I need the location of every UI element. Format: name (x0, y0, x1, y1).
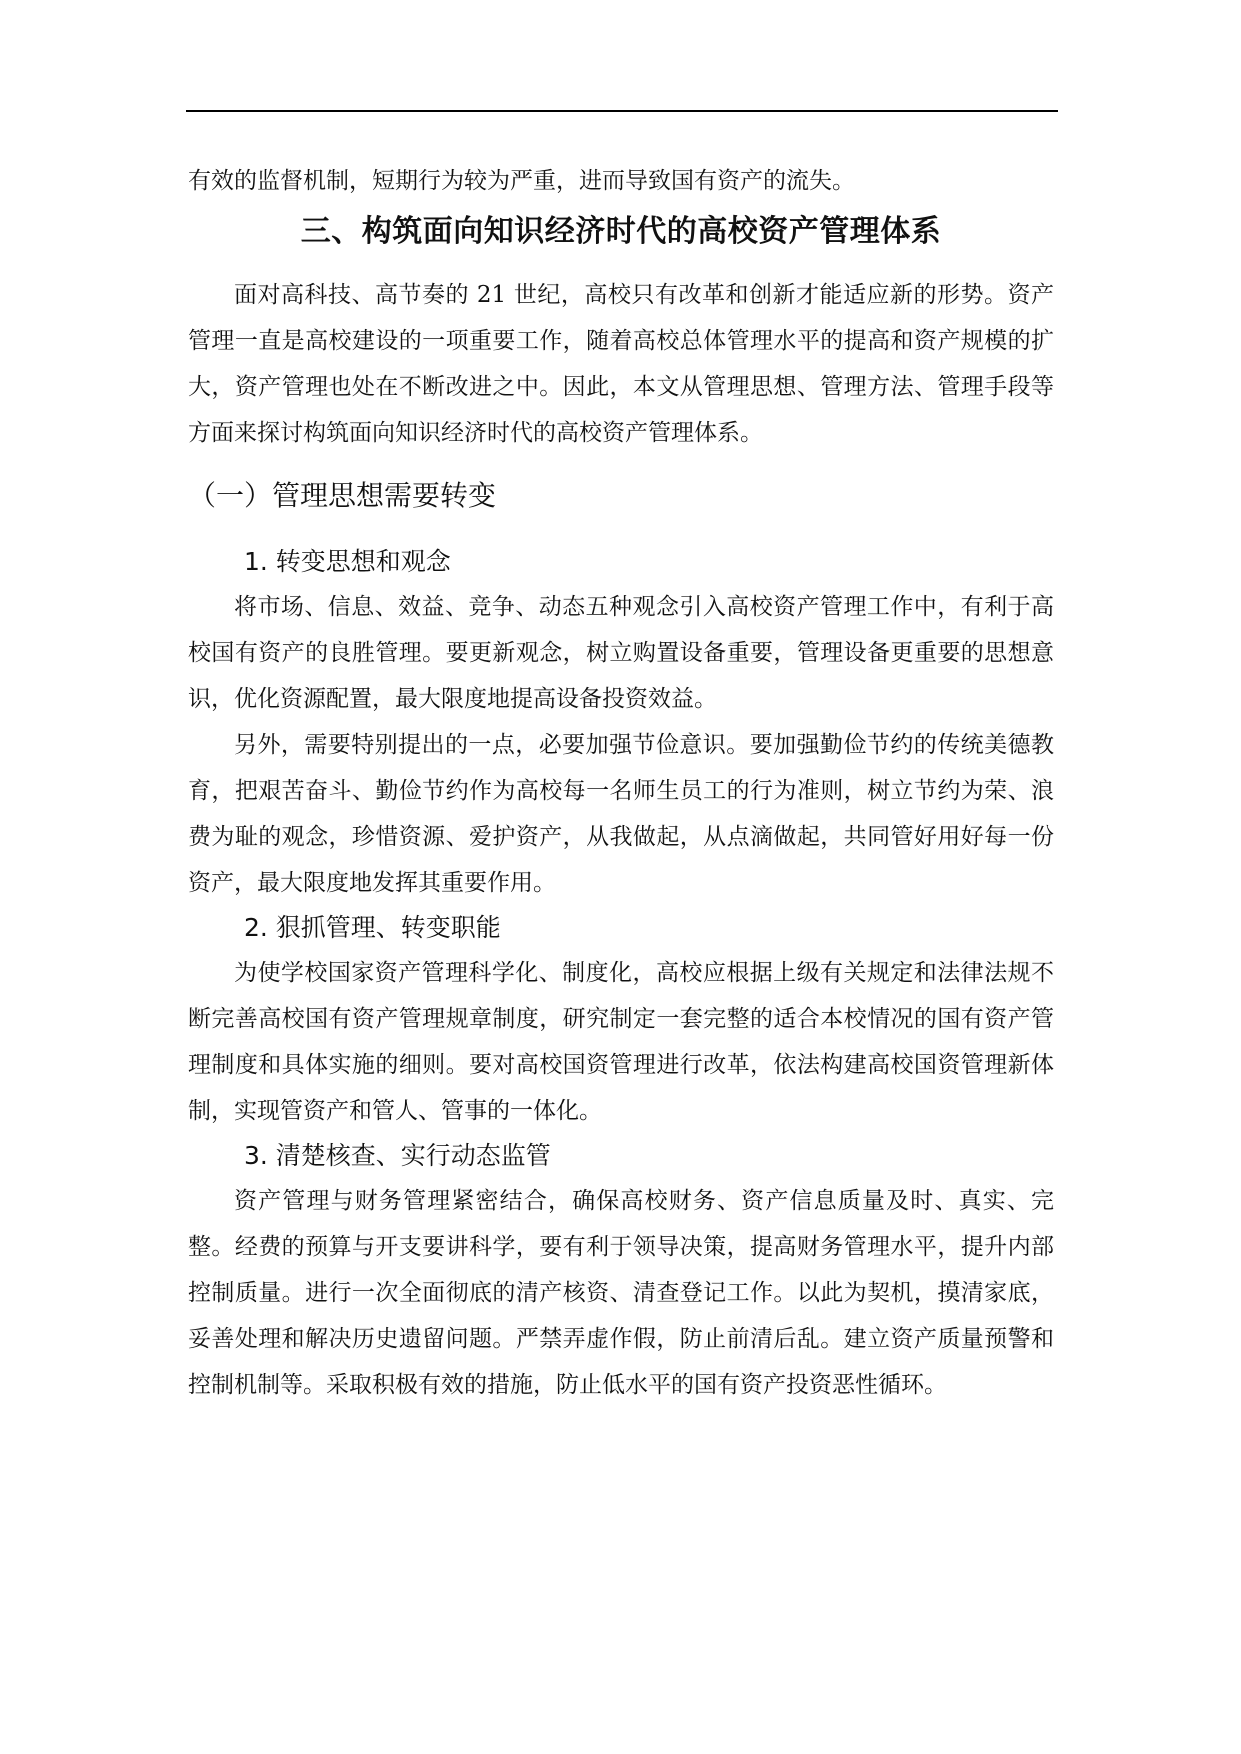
document-body (188, 158, 1054, 1408)
lead-paragraph: 有效的监督机制，短期行为较为严重，进而导致国有资产的流失。 (188, 168, 855, 194)
item-1-paragraph-1: 将市场、信息、效益、竞争、动态五种观念引入高校资产管理工作中，有利于高校国有资产的良胜管理。要更新观念，树立购置设备重要，管理设备更重要的思想意识，优化资源配置，最大限度地提高设备投资效益。 (188, 594, 1054, 712)
subsection-title: （一）管理思想需要转变 (188, 479, 497, 512)
item-title-3: 3. 清楚核查、实行动态监管 (244, 1141, 551, 1170)
header-rule (186, 110, 1058, 112)
section-intro-paragraph: 面对高科技、高节奏的 21 世纪，高校只有改革和创新才能适应新的形势。资产管理一直是高校建设的一项重要工作，随着高校总体管理水平的提高和资产规模的扩大，资产管理也处在不断改进之中。因此，本文从管理思想、管理方法、管理手段等方面来探讨构筑面向知识经济时代的高校资产管理体系。 (188, 282, 1054, 446)
item-2-paragraph-1: 为使学校国家资产管理科学化、制度化，高校应根据上级有关规定和法律法规不断完善高校国有资产管理规章制度，研究制定一套完整的适合本校情况的国有资产管理制度和具体实施的细则。要对高校国资管理进行改革，依法构建高校国资管理新体制，实现管资产和管人、管事的一体化。 (188, 960, 1054, 1124)
item-title-1: 1. 转变思想和观念 (244, 547, 451, 576)
item-3-paragraph-1: 资产管理与财务管理紧密结合，确保高校财务、资产信息质量及时、真实、完整。经费的预算与开支要讲科学，要有利于领导决策，提高财务管理水平，提升内部控制质量。进行一次全面彻底的清产核资、清查登记工作。以此为契机，摸清家底，妥善处理和解决历史遗留问题。严禁弄虚作假，防止前清后乱。建立资产质量预警和控制机制等。采取积极有效的措施，防止低水平的国有资产投资恶性循环。 (188, 1188, 1054, 1398)
item-title-2: 2. 狠抓管理、转变职能 (244, 913, 501, 942)
section-title: 三、构筑面向知识经济时代的高校资产管理体系 (300, 214, 942, 249)
item-1-paragraph-2: 另外，需要特别提出的一点，必要加强节俭意识。要加强勤俭节约的传统美德教育，把艰苦奋斗、勤俭节约作为高校每一名师生员工的行为准则，树立节约为荣、浪费为耻的观念，珍惜资源、爱护资产，从我做起，从点滴做起，共同管好用好每一份资产，最大限度地发挥其重要作用。 (188, 732, 1054, 896)
